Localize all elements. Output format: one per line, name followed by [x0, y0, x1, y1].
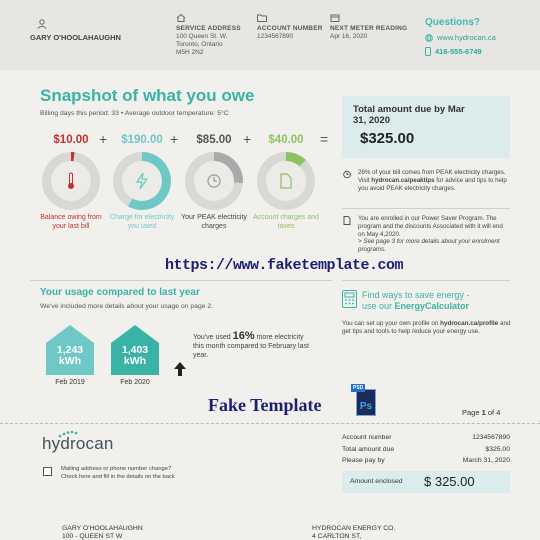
charge-label: Balance owing from your last bill [40, 214, 102, 230]
usage-comparison-prefix: You've used [193, 334, 233, 341]
program-note-more: > See page 3 for more details about your enrolment programs. [358, 238, 500, 254]
operator-sign: + [170, 131, 179, 147]
save-energy-text: and get tips and tools to help reduce your energy use. [342, 320, 511, 335]
usage-divider [30, 280, 332, 281]
program-note-text: You are enrolled in our Power Saver Program. The program and the discounts Associated with it will end on May 4,2020. [358, 215, 503, 238]
usage-this-year-label: Feb 2020 [120, 379, 150, 386]
document-icon [266, 161, 306, 201]
charge-amount: $10.00 [53, 134, 89, 146]
usage-title: Your usage compared to last year [40, 287, 200, 298]
charge-amount: $40.00 [268, 134, 304, 146]
charge-label: Your PEAK electricity charges [181, 214, 247, 230]
lightning-icon [122, 161, 162, 201]
remit-row [342, 434, 510, 446]
page-number: 1 [481, 408, 486, 417]
operator-sign: = [320, 131, 329, 147]
usage-comparison-text [193, 332, 313, 360]
page-label: Page [462, 408, 482, 417]
operator-sign: + [243, 131, 252, 147]
peak-note-text: 26% of your bill comes from PEAK electricity charges. Visit [358, 169, 506, 184]
account-number-label: ACCOUNT NUMBER [257, 25, 323, 32]
address-change-text [61, 466, 175, 481]
charge-donut [257, 152, 315, 210]
globe-icon [425, 34, 433, 42]
payer-line: GARY O'HOOLAHAUGHN [62, 525, 143, 532]
usage-last-year-house [44, 323, 96, 375]
payee-address [312, 525, 395, 540]
save-energy-body [342, 320, 512, 336]
payee-line: 4 CARLTON ST, [312, 533, 362, 540]
usage-comparison-suffix: more electricity this month compared to February last year. [193, 334, 309, 359]
calculator-icon [342, 290, 357, 308]
save-divider [342, 280, 510, 281]
total-due-label: Total amount due by Mar 31, 2020 [353, 104, 465, 126]
service-address-line: 100 Queen St. W. [176, 33, 228, 40]
hydrocan-logo: hydrocan [42, 434, 114, 453]
program-note [358, 215, 508, 254]
total-due-value: $325.00 [360, 130, 415, 147]
profile-link[interactable]: hydrocan.ca/profile [440, 320, 499, 327]
remit-summary [342, 434, 510, 469]
amount-enclosed-label: Amount enclosed [350, 478, 403, 485]
operator-sign: + [99, 131, 108, 147]
address-change-body: Check here and fill in the details on the back [61, 473, 175, 480]
meter-reading-block [330, 14, 407, 41]
user-icon [37, 16, 47, 34]
amount-enclosed-box [342, 471, 510, 493]
snapshot-subtitle: Billing days this period: 33 • Average outdoor temperature: 5°C [40, 110, 229, 117]
usage-this-year-value: 1,403 kWh [121, 344, 149, 367]
charge-donut [113, 152, 171, 210]
meter-reading-date: Apr 16, 2020 [330, 33, 368, 40]
ps-label: Ps [359, 401, 373, 412]
clock-icon [343, 170, 351, 179]
psd-badge: PSD [353, 385, 364, 391]
charge-donut [42, 152, 100, 210]
charge-label: Account charges and taxes [253, 214, 319, 230]
remit-row-value: 1234567890 [472, 434, 510, 441]
document-icon [343, 216, 351, 225]
customer-name: GARY O'HOOLAHAUGHN [30, 33, 121, 42]
save-energy-title [362, 290, 470, 312]
meter-reading-label: NEXT METER READING [330, 25, 408, 32]
usage-comparison-pct: 16% [232, 330, 255, 342]
peak-tips-link[interactable]: hydrocan.ca/peaktips [371, 176, 435, 184]
house-icon [176, 14, 186, 22]
service-address-line: Toronto, Ontario [176, 41, 223, 48]
service-address-label: SERVICE ADDRESS [176, 25, 241, 32]
folder-icon [257, 14, 267, 22]
address-change-title: Mailing address or phone number change? [61, 466, 172, 472]
save-energy-title-line: use our [362, 301, 395, 311]
peak-note [358, 169, 508, 192]
remit-row-value: March 31, 2020 [462, 457, 510, 464]
bill-header [0, 0, 540, 70]
account-number-value: 1234567890 [257, 33, 294, 40]
clock-icon [194, 161, 234, 201]
save-energy-title-line: Find ways to save energy - [362, 290, 470, 300]
amount-enclosed-value: $ 325.00 [424, 474, 475, 489]
remit-row-label: Please pay by [342, 457, 385, 464]
charge-amount: $190.00 [121, 134, 163, 146]
remit-row [342, 446, 510, 458]
watermark-url: https://www.faketemplate.com [165, 257, 404, 274]
thermometer-icon [51, 161, 91, 201]
questions-title: Questions? [425, 17, 481, 28]
energy-calculator-link[interactable]: EnergyCalculator [394, 301, 470, 311]
phone-icon [425, 47, 431, 56]
arrow-up-icon [174, 362, 186, 376]
page-indicator [462, 408, 500, 417]
usage-subtitle: We've included more details about your usage on page 2. [40, 303, 214, 310]
tear-line [0, 423, 540, 424]
usage-last-year-value: 1,243 kWh [56, 344, 84, 367]
watermark-name: Fake Template [208, 395, 322, 415]
payee-line: HYDROCAN ENERGY CO. [312, 525, 396, 532]
payer-address [62, 525, 143, 540]
total-due-box [342, 96, 510, 158]
snapshot-title: Snapshot of what you owe [40, 86, 255, 105]
usage-last-year-label: Feb 2019 [55, 379, 85, 386]
remit-row-label: Total amount due [342, 445, 395, 453]
calendar-icon [330, 14, 340, 22]
website-link[interactable] [425, 33, 496, 42]
payer-line: 100 - QUEEN ST W [62, 533, 123, 540]
note-divider [342, 208, 510, 209]
phone-text: 416-555-6749 [435, 47, 482, 56]
charge-label: Charge for electricity you used [109, 214, 175, 230]
charge-amount: $85.00 [196, 134, 232, 146]
charge-donut [185, 152, 243, 210]
remit-row-value: $325.00 [485, 445, 510, 453]
remit-row-label: Account number [342, 434, 392, 441]
photoshop-icon [353, 385, 376, 416]
page-total: of 4 [485, 408, 501, 417]
peak-note-text: for advice and tips to help you avoid PEAK electricity charges. [358, 176, 507, 192]
address-change-checkbox[interactable] [43, 467, 52, 476]
account-number-block [257, 14, 323, 41]
remit-row [342, 457, 510, 469]
website-text: www.hydrocan.ca [437, 33, 496, 42]
save-energy-text: You can set up your own profile on [342, 320, 441, 327]
service-address-block [176, 14, 241, 57]
phone-link[interactable] [425, 47, 482, 56]
usage-this-year-house [109, 323, 161, 375]
service-address-line: M5H 2N2 [176, 49, 204, 56]
